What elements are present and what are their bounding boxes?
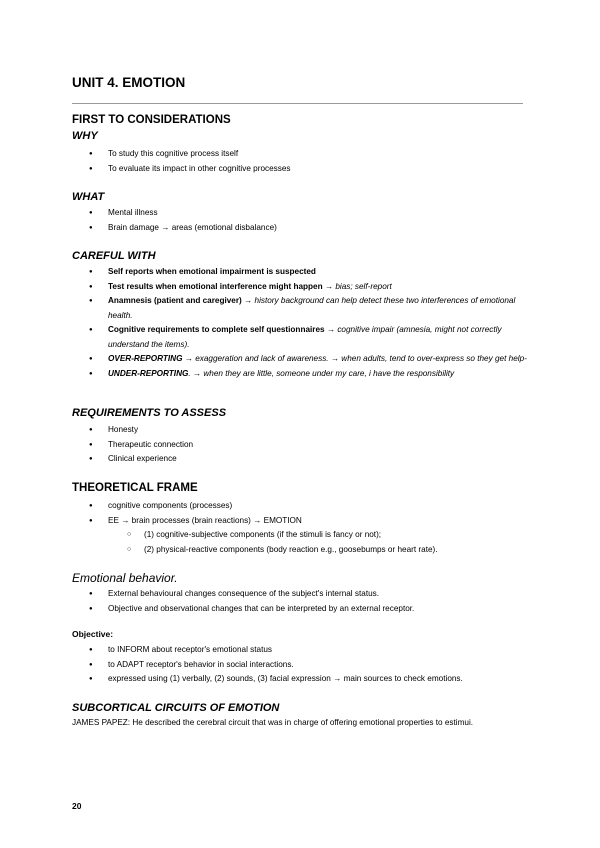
list-item [72, 294, 532, 323]
list-item: ● expressed using (1) verbally, (2) sounds, (3) facial expression → main sources to check emotions. [72, 672, 532, 687]
page-number: 20 [72, 801, 82, 811]
careful-item-5-note: → exaggeration and lack of awareness. → when adults, tend to over-express so they get help- [182, 354, 527, 363]
list-item: ● Clinical experience [72, 452, 532, 467]
what-list [72, 206, 532, 235]
list-item: ● Therapeutic connection [72, 438, 532, 453]
careful-item-5-term: OVER-REPORTING [108, 354, 183, 363]
sub-list-item: ○ (2) physical-reactive components (body reaction e.g., goosebumps or heart rate). [72, 543, 532, 558]
careful-item-4-text: Cognitive requirements to complete self questionnaires → [108, 325, 338, 334]
first-considerations-heading: FIRST TO CONSIDERATIONS [72, 114, 231, 126]
list-item: ● cognitive components (processes) [72, 499, 532, 514]
papez-paragraph: JAMES PAPEZ: He described the cerebral circuit that was in charge of offering emotional properties to estimui. [72, 718, 474, 727]
theoretical-list [72, 499, 532, 557]
careful-item-1: Self reports when emotional impairment is suspected [108, 267, 316, 276]
list-item: ● Honesty [72, 423, 532, 438]
careful-item-2-note: bias; self-report [335, 281, 392, 291]
list-item: ● Mental illness [72, 206, 532, 221]
unit-title: UNIT 4. EMOTION [72, 75, 186, 90]
list-item: ● To evaluate its impact in other cognitive processes [72, 162, 532, 177]
emotional-behavior-heading: Emotional behavior. [72, 571, 178, 585]
careful-item-3-text: Anamnesis (patient and caregiver) → [108, 296, 255, 305]
list-item [72, 323, 532, 352]
why-heading: WHY [72, 130, 98, 142]
careful-list [72, 265, 532, 381]
list-item: ● External behavioural changes consequence of the subject's internal status. [72, 587, 532, 602]
what-heading: WHAT [72, 191, 105, 203]
careful-item-6-note: . → when they are little, someone under my care, i have the responsibility [188, 368, 455, 378]
why-list [72, 147, 532, 176]
careful-item-6-term: UNDER-REPORTING [108, 368, 189, 378]
list-item: ● Objective and observational changes that can be interpreted by an external receptor. [72, 602, 532, 617]
theoretical-frame-heading: THEORETICAL FRAME [72, 482, 198, 494]
careful-item-2-text: Test results when emotional interference might happen → [108, 281, 336, 291]
requirements-heading: REQUIREMENTS TO ASSESS [72, 407, 227, 419]
careful-item-4-note: cognitive impair (amnesia, might not correctly understand the items). [108, 325, 502, 349]
title-divider [72, 103, 523, 104]
requirements-list [72, 423, 532, 467]
list-item [72, 265, 532, 280]
list-item: ● to INFORM about receptor's emotional status [72, 643, 532, 658]
objective-list [72, 643, 532, 687]
careful-item-3-note: history background can help detect these two interferences of emotional health. [108, 296, 516, 320]
list-item: ● EE → brain processes (brain reactions) → EMOTION [72, 514, 532, 529]
list-item [72, 367, 532, 382]
list-item: ● to ADAPT receptor's behavior in social interactions. [72, 658, 532, 673]
careful-heading: CAREFUL WITH [72, 250, 156, 262]
list-item [72, 352, 532, 367]
behavior-list [72, 587, 532, 616]
list-item: ● To study this cognitive process itself [72, 147, 532, 162]
list-item: ● Brain damage → areas (emotional disbalance) [72, 221, 532, 236]
list-item [72, 280, 532, 295]
subcortical-heading: SUBCORTICAL CIRCUITS OF EMOTION [72, 702, 280, 714]
sub-list-item: ○ (1) cognitive-subjective components (if the stimuli is fancy or not); [72, 528, 532, 543]
objective-label: Objective: [72, 629, 114, 639]
